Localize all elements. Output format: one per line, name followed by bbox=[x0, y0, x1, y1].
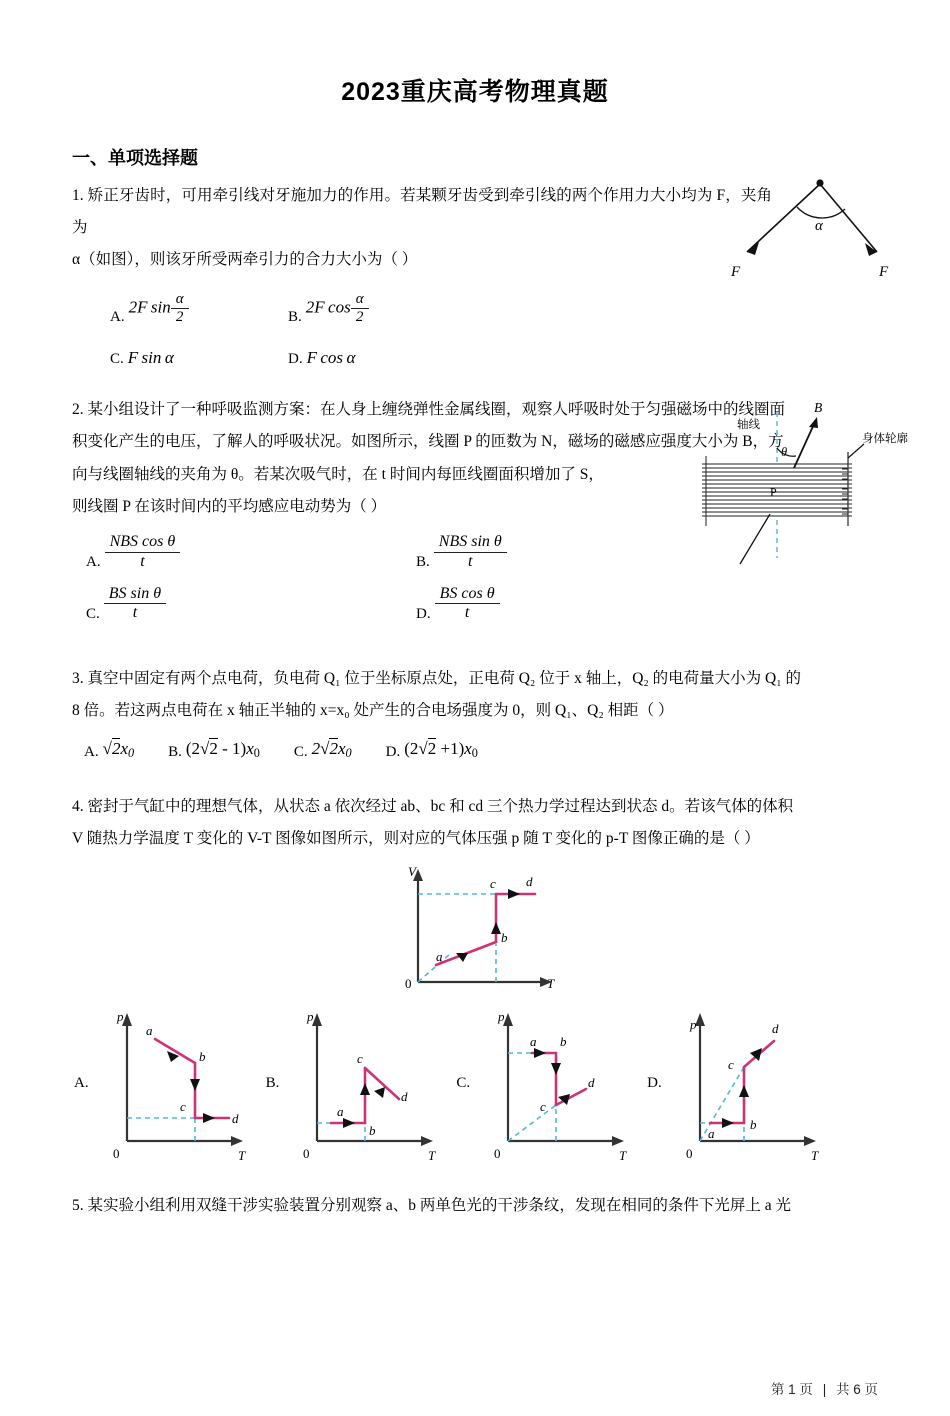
option-label-A: A. bbox=[86, 553, 101, 570]
question-4 bbox=[72, 791, 878, 1165]
svg-text:p: p bbox=[498, 1008, 505, 1024]
vt-diagram bbox=[380, 864, 570, 989]
vt-point-d: d bbox=[526, 873, 533, 889]
pt-diagram-B bbox=[281, 1001, 456, 1166]
option-A-numerator: NBS cos θ bbox=[105, 533, 181, 552]
question-2-option-B[interactable] bbox=[416, 533, 507, 571]
svg-text:p: p bbox=[307, 1008, 314, 1024]
pt-diagram-A bbox=[91, 1001, 266, 1166]
question-3-line-2 bbox=[72, 695, 878, 727]
question-5 bbox=[72, 1190, 878, 1222]
svg-text:c: c bbox=[357, 1050, 364, 1066]
option-C-numerator: BS sin θ bbox=[104, 585, 166, 604]
coil-label-P: P bbox=[770, 485, 777, 500]
svg-text:0: 0 bbox=[685, 1145, 693, 1161]
question-3-option-C[interactable] bbox=[294, 739, 352, 761]
option-D-expression: F cos α bbox=[306, 348, 356, 368]
question-2-option-A[interactable] bbox=[86, 533, 416, 571]
svg-text:a: a bbox=[530, 1033, 537, 1049]
option-label-A: A. bbox=[84, 744, 99, 761]
question-2 bbox=[72, 394, 908, 623]
pt-diagram-C bbox=[472, 1001, 647, 1166]
svg-text:p: p bbox=[116, 1008, 124, 1024]
question-1-text-a: 1. 矫正牙齿时，可用牵引线对牙施加力的作用。若某颗牙齿受到牵引线的两个作用力大小均为 F，夹角为 bbox=[72, 187, 772, 237]
tooth-point bbox=[816, 179, 823, 186]
question-4-text-a: 4. 密封于气缸中的理想气体，从状态 a 依次经过 ab、bc 和 cd 三个热力学过程达到状态 d。若该气体的体积 bbox=[72, 798, 794, 816]
force-right-label: F bbox=[879, 264, 889, 280]
option-label-D: D. bbox=[385, 744, 401, 761]
svg-text:d: d bbox=[588, 1074, 595, 1090]
question-2-option-D[interactable] bbox=[416, 585, 500, 623]
question-1-option-A[interactable] bbox=[110, 291, 260, 327]
question-1 bbox=[72, 180, 889, 368]
svg-text:T: T bbox=[810, 1147, 818, 1163]
question-3-options-row bbox=[72, 739, 878, 761]
svg-text:c: c bbox=[179, 1098, 186, 1114]
question-4-option-B[interactable] bbox=[266, 1001, 457, 1166]
svg-text:b: b bbox=[749, 1116, 757, 1132]
svg-text:0: 0 bbox=[303, 1145, 310, 1161]
force-left-label: F bbox=[731, 264, 741, 280]
body-label-leader bbox=[848, 444, 864, 458]
question-2-line-4 bbox=[72, 491, 712, 523]
question-4-line-2 bbox=[72, 823, 878, 855]
coil-pointer-line bbox=[740, 514, 770, 564]
question-4-line-1 bbox=[72, 791, 878, 823]
option-D-denominator: t bbox=[464, 604, 470, 622]
option-label-C: C. bbox=[456, 1074, 471, 1091]
option-label-D: D. bbox=[416, 605, 431, 622]
page-footer bbox=[771, 1378, 878, 1398]
question-1-line-2 bbox=[72, 244, 772, 276]
footer-current-page: 第 1 页 bbox=[770, 1382, 813, 1397]
svg-text:T: T bbox=[428, 1147, 436, 1163]
question-1-line-1 bbox=[72, 180, 772, 244]
option-C-expression: F sin α bbox=[127, 348, 174, 368]
question-1-options-row-1 bbox=[72, 291, 878, 327]
question-3 bbox=[72, 663, 878, 762]
question-1-text-b: α（如图），则该牙所受两牵引力的合力大小为（ ） bbox=[72, 251, 418, 269]
svg-text:d: d bbox=[771, 1020, 779, 1036]
question-3-option-B[interactable] bbox=[168, 739, 260, 761]
vt-point-a: a bbox=[436, 948, 443, 964]
arrow-head-left bbox=[747, 242, 759, 255]
question-1-options-row-2 bbox=[72, 348, 878, 368]
option-label-D: D. bbox=[288, 351, 303, 368]
pt-diagram-D bbox=[664, 1001, 839, 1166]
angle-label-theta: θ bbox=[781, 445, 788, 460]
vt-x-label: T bbox=[547, 975, 555, 991]
option-label-C: C. bbox=[110, 351, 124, 368]
question-4-text-b: V 随热力学温度 T 变化的 V-T 图像如图所示，则对应的气体压强 p 随 T 变化的 p-T 图像正确的是（ ） bbox=[72, 830, 760, 848]
field-label-B: B bbox=[814, 400, 823, 416]
vt-origin-label: 0 bbox=[405, 975, 412, 991]
vt-process-curve bbox=[436, 894, 535, 965]
svg-text:c: c bbox=[540, 1098, 546, 1114]
svg-text:d: d bbox=[401, 1088, 408, 1104]
question-2-text-b: 积变化产生的电压，了解人的呼吸状况。如图所示，线圈 P 的匝数为 N，磁场的磁感应强度大小为 B，方 bbox=[72, 433, 784, 451]
question-3-text-a: 3. 真空中固定有两个点电荷，负电荷 Q₁ 位于坐标原点处，正电荷 Q₂ 位于 x 轴上，Q₂ 的电荷量大小为 Q₁ 的 bbox=[72, 669, 802, 687]
vt-diagram-wrapper bbox=[72, 864, 878, 989]
option-C-denominator: t bbox=[132, 604, 138, 622]
breathing-coil-figure bbox=[682, 386, 932, 576]
option-B-denominator: t bbox=[468, 552, 473, 570]
question-1-option-B[interactable] bbox=[288, 291, 369, 327]
option-label-A: A. bbox=[74, 1074, 89, 1091]
footer-total-pages: 共 6 页 bbox=[835, 1382, 878, 1397]
option-A-expression: 2F sin $\frac{\alpha}{2}$ bbox=[129, 291, 189, 327]
question-4-option-D[interactable] bbox=[647, 1001, 839, 1166]
option-label-B: B. bbox=[168, 744, 182, 761]
body-contour-label: 身体轮廓 bbox=[862, 433, 908, 446]
vt-dashed-guides bbox=[418, 894, 496, 982]
vt-y-label: V bbox=[408, 863, 416, 879]
svg-text:a: a bbox=[337, 1103, 344, 1119]
angle-alpha-label: α bbox=[815, 218, 823, 234]
option-A-denominator: t bbox=[140, 552, 145, 570]
svg-text:b: b bbox=[198, 1048, 206, 1064]
question-1-option-D[interactable] bbox=[288, 348, 355, 368]
vt-point-b: b bbox=[501, 929, 508, 945]
pt-option-diagrams bbox=[72, 1001, 878, 1166]
svg-text:a: a bbox=[707, 1125, 715, 1141]
question-2-text-d: 则线圈 P 在该时间内的平均感应电动势为（ ） bbox=[72, 497, 387, 515]
option-C-expression: $2√2x_0$ bbox=[311, 739, 352, 761]
footer-separator: | bbox=[822, 1382, 827, 1397]
section-heading: 一、单项选择题 bbox=[72, 148, 198, 168]
question-3-line-1 bbox=[72, 663, 878, 695]
svg-text:0: 0 bbox=[494, 1145, 501, 1161]
vt-point-c: c bbox=[490, 875, 496, 891]
exam-page bbox=[0, 72, 950, 1416]
question-4-option-C[interactable] bbox=[456, 1001, 647, 1166]
option-B-expression: 2F cos $\frac{\alpha}{2}$ bbox=[306, 291, 369, 327]
option-label-A: A. bbox=[110, 309, 125, 326]
question-3-option-A[interactable] bbox=[84, 739, 134, 761]
question-5-line-1 bbox=[72, 1190, 878, 1222]
svg-text:T: T bbox=[237, 1147, 245, 1163]
coil-windings bbox=[702, 462, 852, 520]
svg-text:c: c bbox=[727, 1056, 734, 1072]
option-D-expression: $(2√2 +1)x_0$ bbox=[404, 739, 478, 761]
svg-text:T: T bbox=[619, 1147, 627, 1163]
question-2-text-a: 2. 某小组设计了一种呼吸监测方案：在人身上缠绕弹性金属线圈，观察人呼吸时处于匀强磁场中的线圈面 bbox=[72, 401, 786, 419]
question-3-option-D[interactable] bbox=[386, 739, 478, 761]
option-label-B: B. bbox=[416, 553, 430, 570]
svg-text:d: d bbox=[231, 1110, 239, 1126]
axis-label-text: 轴线 bbox=[737, 419, 760, 432]
question-3-text-b: 8 倍。若这两点电荷在 x 轴正半轴的 x=x₀ 处产生的合电场强度为 0，则 Q₁、Q₂ 相距（ ） bbox=[72, 701, 674, 719]
svg-text:b: b bbox=[560, 1033, 567, 1049]
magnetic-field-arrow bbox=[794, 422, 815, 468]
question-2-options-row-2 bbox=[72, 585, 878, 623]
question-2-option-C[interactable] bbox=[86, 585, 416, 623]
question-2-line-3 bbox=[72, 459, 712, 491]
question-5-text-a: 5. 某实验小组利用双缝干涉实验装置分别观察 a、b 两单色光的干涉条纹，发现在相同的条件下光屏上 a 光 bbox=[72, 1196, 792, 1214]
option-label-D: D. bbox=[647, 1074, 662, 1091]
tooth-force-figure bbox=[697, 170, 902, 290]
question-4-option-A[interactable] bbox=[74, 1001, 266, 1166]
svg-text:p: p bbox=[689, 1016, 697, 1032]
option-label-B: B. bbox=[288, 309, 302, 326]
option-D-numerator: BS cos θ bbox=[435, 585, 500, 604]
svg-text:a: a bbox=[145, 1022, 153, 1038]
option-label-C: C. bbox=[86, 605, 100, 622]
option-A-expression: $√2x_0$ bbox=[102, 739, 135, 761]
option-B-numerator: NBS sin θ bbox=[434, 533, 507, 552]
svg-text:0: 0 bbox=[112, 1145, 120, 1161]
svg-text:b: b bbox=[369, 1122, 376, 1138]
question-1-option-C[interactable] bbox=[110, 348, 260, 368]
option-label-C: C. bbox=[293, 744, 308, 761]
question-2-text-c: 向与线圈轴线的夹角为 θ。若某次吸气时，在 t 时间内每匝线圈面积增加了 S， bbox=[72, 465, 604, 483]
page-title: 2023重庆高考物理真题 bbox=[341, 78, 609, 106]
option-label-B: B. bbox=[265, 1074, 280, 1091]
option-B-expression: $(2√2 - 1)x_0$ bbox=[185, 739, 260, 761]
